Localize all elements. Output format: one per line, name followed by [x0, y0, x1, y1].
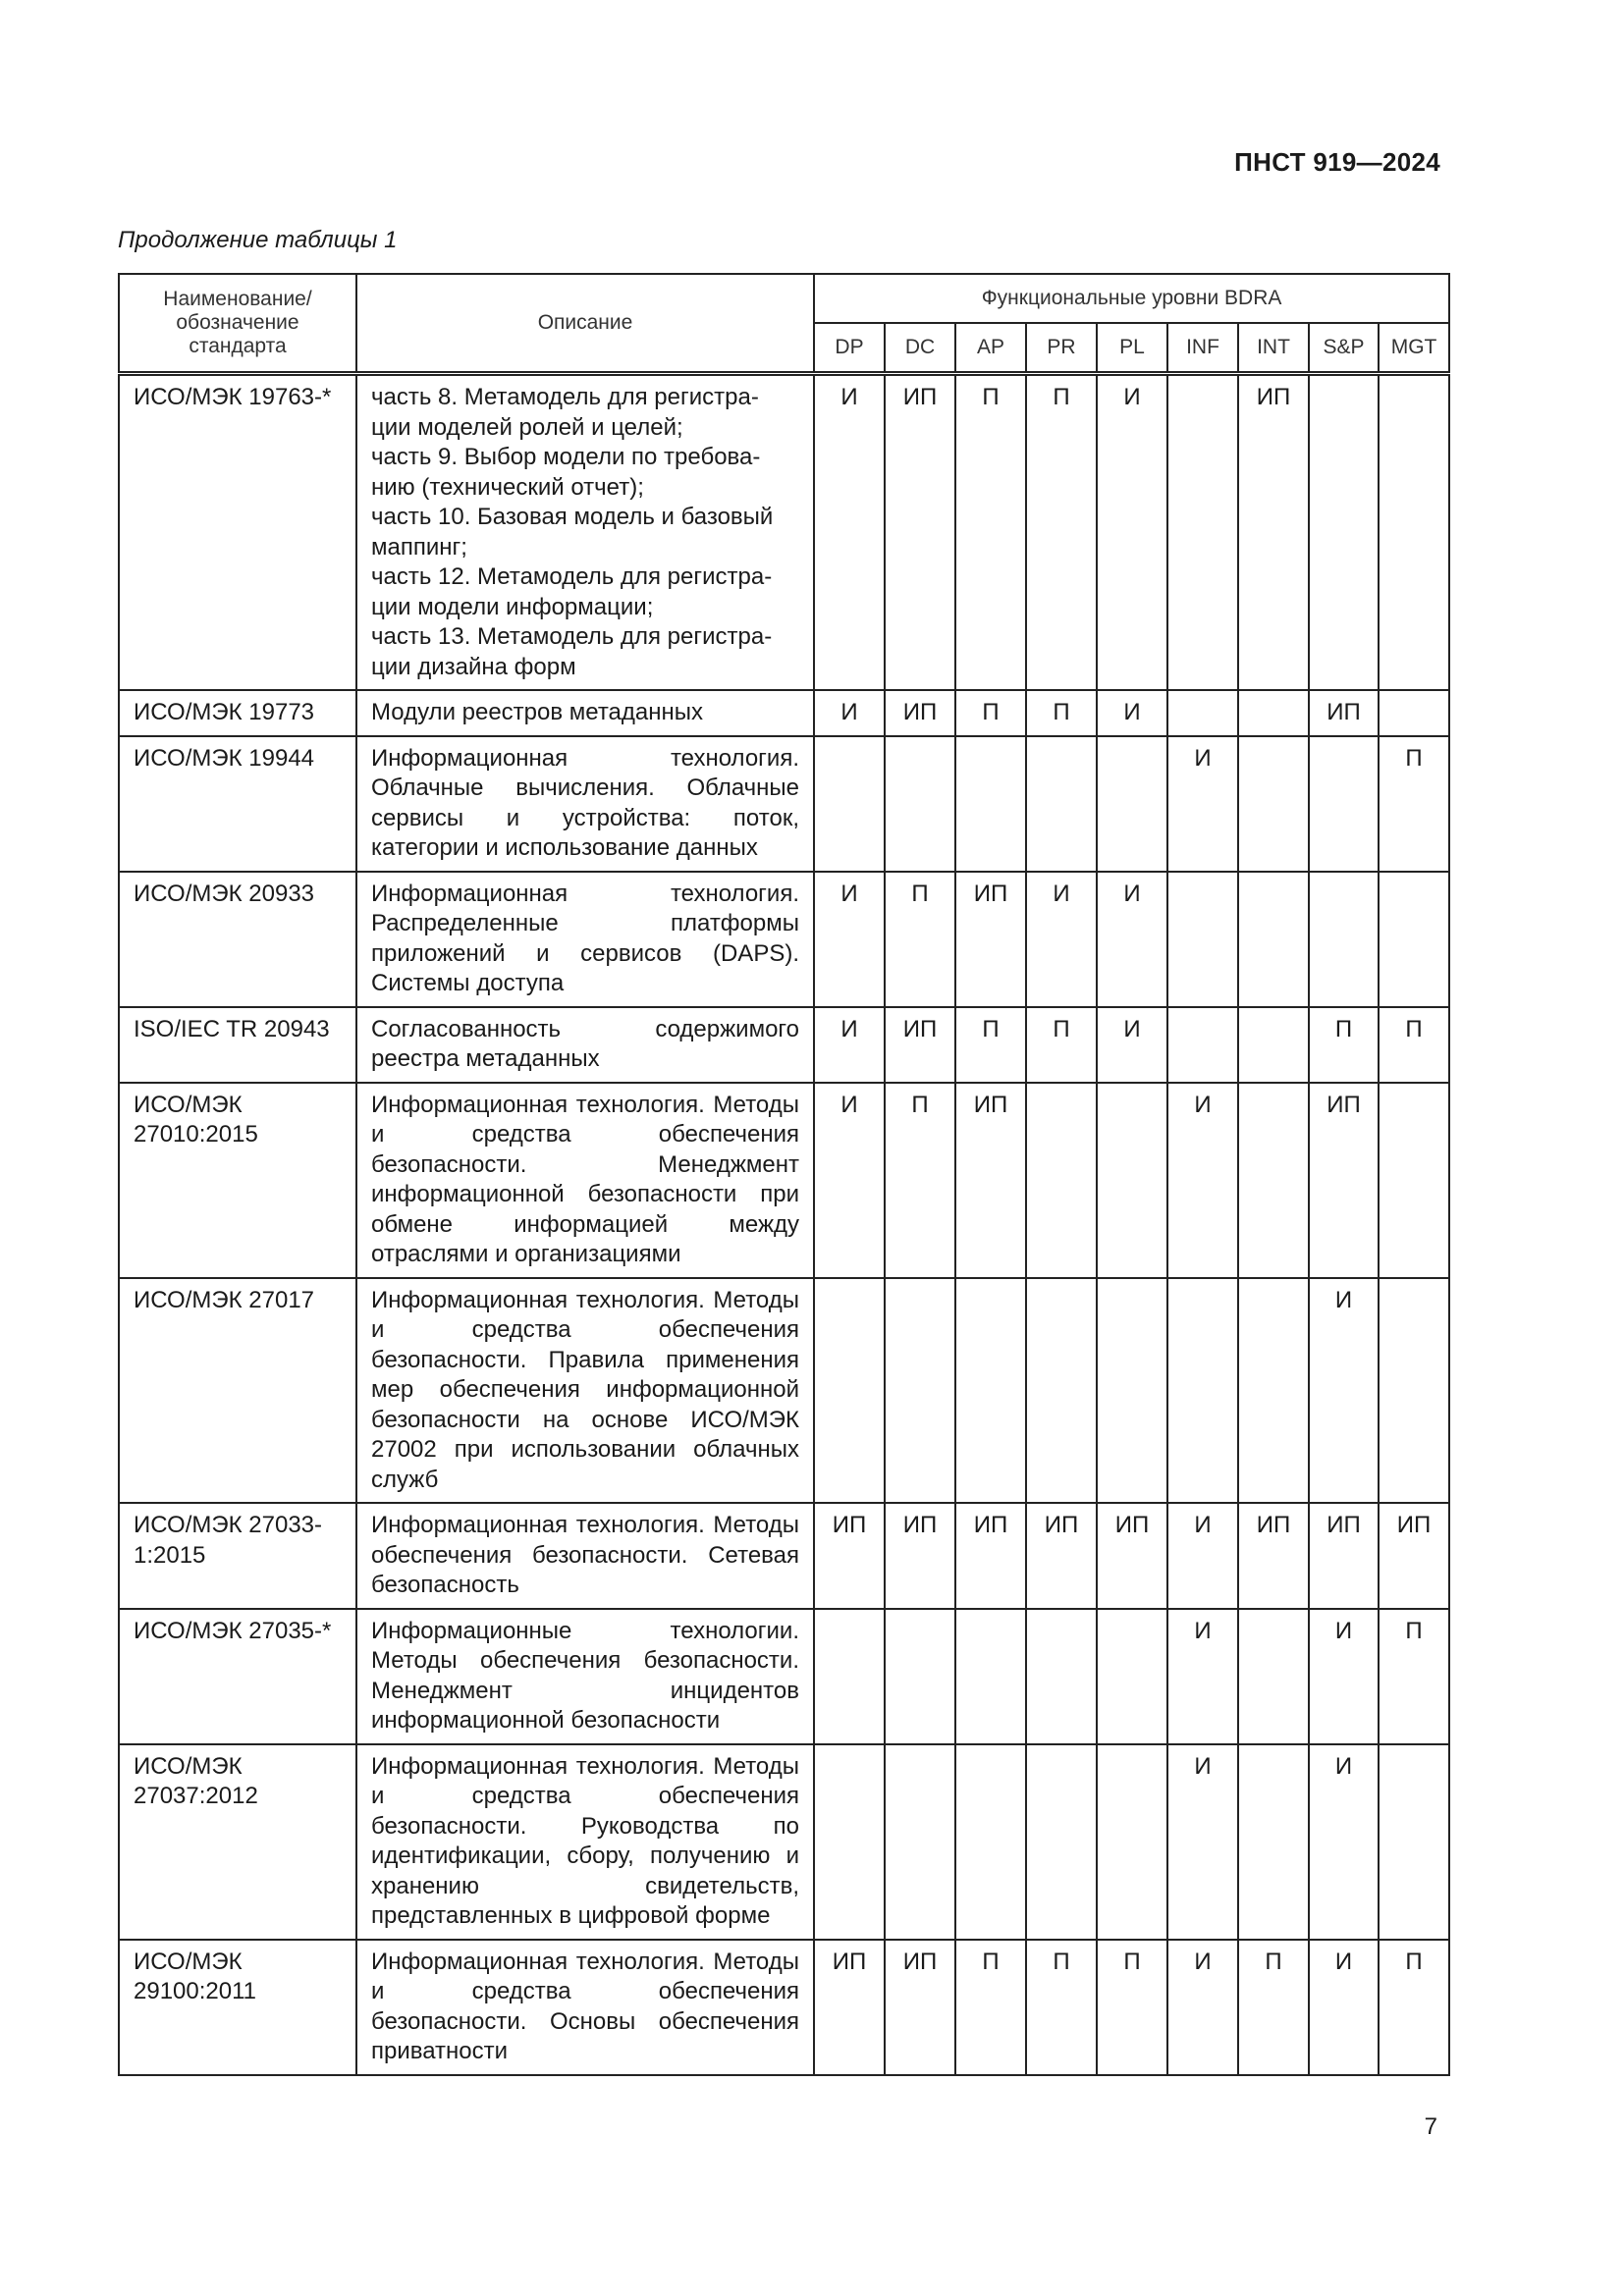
level-value-sp: И	[1309, 1609, 1379, 1744]
standard-name: ИСО/МЭК 29100:2011	[119, 1940, 356, 2075]
level-value-sp: П	[1309, 1007, 1379, 1083]
standard-description: Информационная технология. Методы и средства обеспечения безопасности. Правила применения мер обеспечения информационной безопасности на основе ИСО/МЭК 27002 при использовании облачных служб	[356, 1278, 814, 1504]
document-code: ПНСТ 919—2024	[1234, 147, 1440, 177]
level-value-dc: П	[885, 872, 955, 1007]
level-value-mgt	[1379, 1083, 1449, 1278]
standards-table	[118, 273, 1450, 2076]
level-value-pl	[1097, 1744, 1167, 1940]
header-functional-levels: Функциональные уровни BDRA	[814, 274, 1449, 323]
level-value-pr	[1026, 1083, 1097, 1278]
level-value-int	[1238, 1744, 1309, 1940]
level-value-ap	[955, 1609, 1026, 1744]
level-value-dp	[814, 1278, 885, 1504]
level-value-dc: ИП	[885, 1007, 955, 1083]
level-value-inf: И	[1167, 1083, 1238, 1278]
level-value-inf: И	[1167, 1503, 1238, 1609]
level-value-int: ИП	[1238, 374, 1309, 691]
table-row	[119, 1007, 1449, 1083]
level-value-pl	[1097, 736, 1167, 872]
level-value-mgt: П	[1379, 1940, 1449, 2075]
standard-description: Модули реестров метаданных	[356, 690, 814, 736]
standard-description: Информационная технология. Облачные вычисления. Облачные сервисы и устройства: поток, категории и использование данных	[356, 736, 814, 872]
level-value-dc: ИП	[885, 690, 955, 736]
level-value-int	[1238, 1609, 1309, 1744]
description-line: часть 12. Метамодель для регистра-	[371, 563, 773, 590]
standard-name: ИСО/МЭК 19944	[119, 736, 356, 872]
level-value-dp	[814, 1744, 885, 1940]
level-value-int	[1238, 1278, 1309, 1504]
level-value-int	[1238, 736, 1309, 872]
level-value-ap: П	[955, 690, 1026, 736]
level-value-pl: И	[1097, 690, 1167, 736]
page-number: 7	[1424, 2113, 1437, 2140]
standard-name: ИСО/МЭК 27010:2015	[119, 1083, 356, 1278]
level-value-sp: И	[1309, 1278, 1379, 1504]
level-value-dp: И	[814, 690, 885, 736]
table-row	[119, 1940, 1449, 2075]
standard-description	[356, 374, 814, 691]
level-value-dc	[885, 736, 955, 872]
header-level-sp: S&P	[1309, 323, 1379, 374]
level-value-pl: П	[1097, 1940, 1167, 2075]
level-value-dc	[885, 1744, 955, 1940]
header-name-column: Наименование/ обозначение стандарта	[119, 274, 356, 374]
header-level-pl: PL	[1097, 323, 1167, 374]
description-line: ции модели информации;	[371, 593, 654, 620]
level-value-inf	[1167, 872, 1238, 1007]
header-level-dp: DP	[814, 323, 885, 374]
table-row	[119, 374, 1449, 691]
header-level-ap: AP	[955, 323, 1026, 374]
level-value-inf	[1167, 690, 1238, 736]
level-value-pl	[1097, 1278, 1167, 1504]
level-value-inf	[1167, 1007, 1238, 1083]
level-value-pl: И	[1097, 1007, 1167, 1083]
level-value-pr: И	[1026, 872, 1097, 1007]
level-value-ap: П	[955, 374, 1026, 691]
level-value-pr: ИП	[1026, 1503, 1097, 1609]
standard-description: Информационная технология. Распределенные платформы приложений и сервисов (DAPS). Системы доступа	[356, 872, 814, 1007]
level-value-inf: И	[1167, 736, 1238, 872]
level-value-pl	[1097, 1609, 1167, 1744]
level-value-ap: ИП	[955, 872, 1026, 1007]
standard-name: ISO/IEC TR 20943	[119, 1007, 356, 1083]
level-value-mgt	[1379, 374, 1449, 691]
level-value-sp	[1309, 872, 1379, 1007]
description-line: маппинг;	[371, 533, 467, 561]
level-value-mgt: П	[1379, 1609, 1449, 1744]
level-value-pr: П	[1026, 1940, 1097, 2075]
level-value-pl: И	[1097, 872, 1167, 1007]
table-row	[119, 1503, 1449, 1609]
level-value-inf: И	[1167, 1940, 1238, 2075]
header-level-inf: INF	[1167, 323, 1238, 374]
header-description-column: Описание	[356, 274, 814, 374]
level-value-pl: И	[1097, 374, 1167, 691]
level-value-dp: И	[814, 1007, 885, 1083]
standard-description: Информационная технология. Методы и средства обеспечения безопасности. Менеджмент информационной безопасности при обмене информацией между отраслями и организациями	[356, 1083, 814, 1278]
header-level-int: INT	[1238, 323, 1309, 374]
header-level-dc: DC	[885, 323, 955, 374]
level-value-int	[1238, 1007, 1309, 1083]
standard-name: ИСО/МЭК 19773	[119, 690, 356, 736]
level-value-sp: ИП	[1309, 690, 1379, 736]
standard-name: ИСО/МЭК 27017	[119, 1278, 356, 1504]
level-value-sp: ИП	[1309, 1503, 1379, 1609]
level-value-int	[1238, 1083, 1309, 1278]
standard-description: Информационные технологии. Методы обеспечения безопасности. Менеджмент инцидентов информационной безопасности	[356, 1609, 814, 1744]
level-value-dp	[814, 736, 885, 872]
header-level-pr: PR	[1026, 323, 1097, 374]
table-caption: Продолжение таблицы 1	[118, 227, 398, 253]
table-row	[119, 1609, 1449, 1744]
level-value-mgt: ИП	[1379, 1503, 1449, 1609]
description-line: часть 10. Базовая модель и базовый	[371, 504, 774, 530]
level-value-ap: П	[955, 1940, 1026, 2075]
table-row	[119, 690, 1449, 736]
description-line: часть 13. Метамодель для регистра-	[371, 623, 773, 650]
level-value-mgt	[1379, 1278, 1449, 1504]
level-value-dc: П	[885, 1083, 955, 1278]
level-value-pr: П	[1026, 374, 1097, 691]
level-value-int: ИП	[1238, 1503, 1309, 1609]
level-value-sp	[1309, 736, 1379, 872]
table-row	[119, 1083, 1449, 1278]
standard-name: ИСО/МЭК 27035-*	[119, 1609, 356, 1744]
description-line: часть 9. Выбор модели по требова-	[371, 444, 761, 470]
level-value-int: П	[1238, 1940, 1309, 2075]
level-value-dc: ИП	[885, 374, 955, 691]
level-value-pr	[1026, 736, 1097, 872]
level-value-inf	[1167, 1278, 1238, 1504]
level-value-dp: И	[814, 374, 885, 691]
level-value-pr: П	[1026, 690, 1097, 736]
description-line: ции дизайна форм	[371, 653, 576, 680]
table-row	[119, 872, 1449, 1007]
table-row	[119, 736, 1449, 872]
level-value-ap: ИП	[955, 1083, 1026, 1278]
level-value-pl	[1097, 1083, 1167, 1278]
level-value-inf	[1167, 374, 1238, 691]
level-value-dp: И	[814, 1083, 885, 1278]
level-value-pr: П	[1026, 1007, 1097, 1083]
level-value-ap: ИП	[955, 1503, 1026, 1609]
level-value-pl: ИП	[1097, 1503, 1167, 1609]
standard-name: ИСО/МЭК 27033-1:2015	[119, 1503, 356, 1609]
level-value-inf: И	[1167, 1609, 1238, 1744]
level-value-pr	[1026, 1744, 1097, 1940]
level-value-dp: ИП	[814, 1940, 885, 2075]
level-value-sp	[1309, 374, 1379, 691]
level-value-dc: ИП	[885, 1503, 955, 1609]
level-value-mgt: П	[1379, 736, 1449, 872]
level-value-mgt	[1379, 1744, 1449, 1940]
standard-name: ИСО/МЭК 20933	[119, 872, 356, 1007]
level-value-dc	[885, 1278, 955, 1504]
level-value-sp: ИП	[1309, 1083, 1379, 1278]
standard-description: Информационная технология. Методы и средства обеспечения безопасности. Основы обеспечения приватности	[356, 1940, 814, 2075]
level-value-int	[1238, 690, 1309, 736]
header-level-mgt: MGT	[1379, 323, 1449, 374]
level-value-ap	[955, 1744, 1026, 1940]
level-value-inf: И	[1167, 1744, 1238, 1940]
standard-name: ИСО/МЭК 27037:2012	[119, 1744, 356, 1940]
level-value-dc	[885, 1609, 955, 1744]
table-row	[119, 1278, 1449, 1504]
level-value-dp: ИП	[814, 1503, 885, 1609]
level-value-pr	[1026, 1609, 1097, 1744]
standard-description: Информационная технология. Методы и средства обеспечения безопасности. Руководства по идентификации, сбору, получению и хранению свидетельств, представленных в цифровой форме	[356, 1744, 814, 1940]
level-value-dp: И	[814, 872, 885, 1007]
standard-description: Согласованность содержимого реестра метаданных	[356, 1007, 814, 1083]
level-value-sp: И	[1309, 1744, 1379, 1940]
level-value-dc: ИП	[885, 1940, 955, 2075]
description-line: нию (технический отчет);	[371, 473, 644, 501]
level-value-mgt	[1379, 690, 1449, 736]
level-value-ap	[955, 1278, 1026, 1504]
level-value-mgt: П	[1379, 1007, 1449, 1083]
table-row	[119, 1744, 1449, 1940]
level-value-sp: И	[1309, 1940, 1379, 2075]
level-value-ap: П	[955, 1007, 1026, 1083]
level-value-mgt	[1379, 872, 1449, 1007]
description-line: часть 8. Метамодель для регистра-	[371, 384, 759, 410]
description-line: ции моделей ролей и целей;	[371, 413, 683, 441]
level-value-int	[1238, 872, 1309, 1007]
level-value-pr	[1026, 1278, 1097, 1504]
level-value-dp	[814, 1609, 885, 1744]
standard-name: ИСО/МЭК 19763-*	[119, 374, 356, 691]
standard-description: Информационная технология. Методы обеспечения безопасности. Сетевая безопасность	[356, 1503, 814, 1609]
level-value-ap	[955, 736, 1026, 872]
